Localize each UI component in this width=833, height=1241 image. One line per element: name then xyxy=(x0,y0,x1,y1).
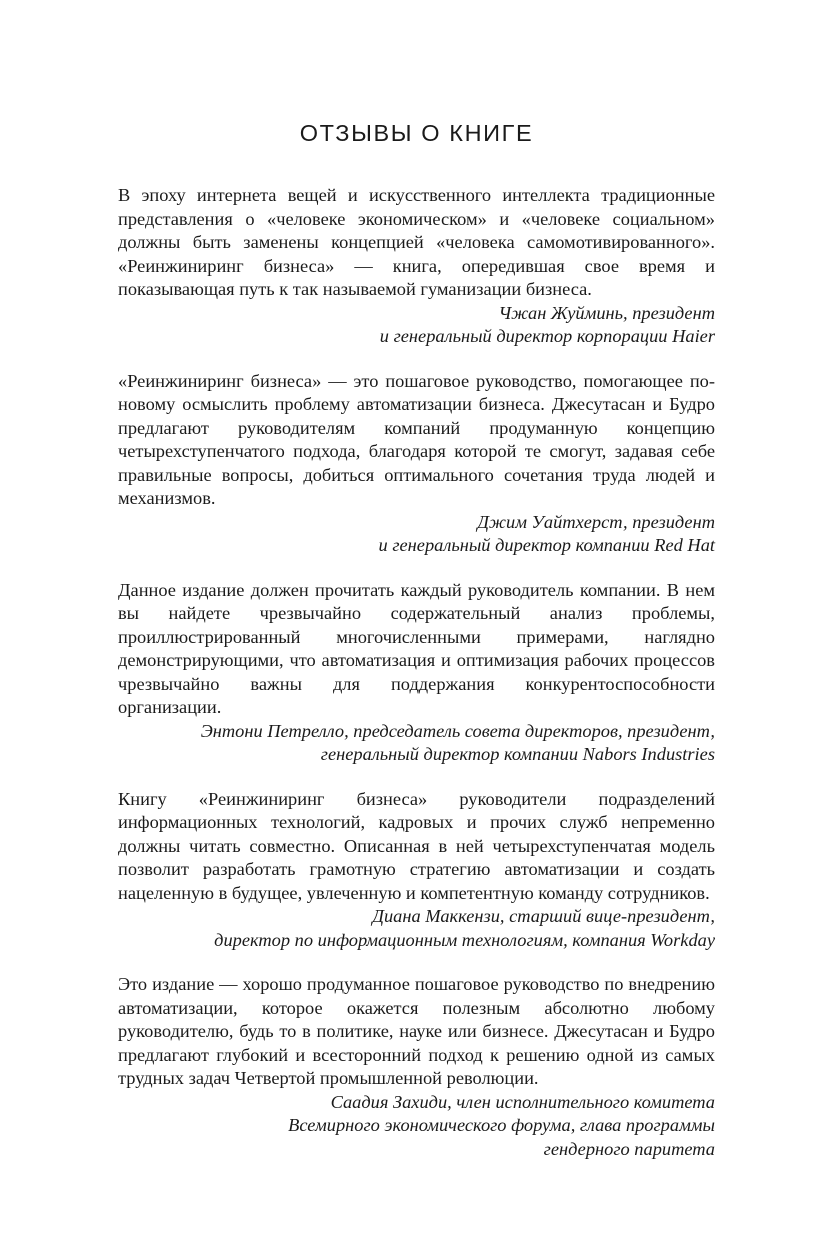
attribution-line: Чжан Жуйминь, президент xyxy=(498,302,715,323)
review-attribution xyxy=(118,1091,715,1162)
attribution-line: гендерного паритета xyxy=(543,1138,715,1159)
review-text: Книгу «Реинжиниринг бизнеса» руководители подразделений информационных технологий, кадровых и прочих служб непременно должны читать совместно. Описанная в ней четырехступенчатая модель позволит разработать грамотную стратегию автоматизации и создать нацеленную в будущее, увлеченную и компетентную команду сотрудников. xyxy=(118,788,715,903)
review-5 xyxy=(118,973,715,1161)
review-attribution xyxy=(118,905,715,952)
book-page xyxy=(118,118,715,1182)
attribution-line: Саадия Захиди, член исполнительного комитета xyxy=(330,1091,715,1112)
page-title: ОТЗЫВЫ О КНИГЕ xyxy=(299,120,534,146)
review-attribution xyxy=(118,511,715,558)
review-4 xyxy=(118,788,715,953)
attribution-line: Джим Уайтхерст, президент xyxy=(477,511,715,532)
attribution-line: директор по информационным технологиям, компания Workday xyxy=(214,929,715,950)
attribution-line: Энтони Петрелло, председатель совета директоров, президент, xyxy=(200,720,715,741)
attribution-line: и генеральный директор компании Red Hat xyxy=(378,535,715,555)
review-text: Это издание — хорошо продуманное пошаговое руководство по внедрению автоматизации, которое окажется полезным абсолютно любому руководителю, будь то в политике, науке или бизнесе. Джесутасан и Будро предлагают глубокий и всесторонний подход к решению одной из самых трудных задач Четвертой промышленной революции. xyxy=(118,974,715,1088)
review-text: «Реинжиниринг бизнеса» — это пошаговое руководство, помогающее по-новому осмыслить проблему автоматизации бизнеса. Джесутасан и Будро предлагают руководителям компаний продуманную концепцию четырехступенчатого подхода, благодаря которой те смогут, задавая себе правильные вопросы, добиться оптимального сочетания труда людей и механизмов. xyxy=(118,370,715,508)
attribution-line: генеральный директор компании Nabors Industries xyxy=(320,744,715,764)
attribution-line: Диана Маккензи, старший вице-президент, xyxy=(372,906,715,926)
attribution-line: Всемирного экономического форума, глава программы xyxy=(288,1115,715,1135)
review-text: Данное издание должен прочитать каждый руководитель компании. В нем вы найдете чрезвычайно содержательный анализ проблемы, проиллюстрированный многочисленными примерами, наглядно демонстрирующими, что автоматизация и оптимизация рабочих процессов чрезвычайно важны для поддержания конкурентоспособности организации. xyxy=(118,579,715,717)
review-text: В эпоху интернета вещей и искусственного интеллекта традиционные представления о «человеке экономическом» и «человеке социальном» должны быть заменены концепцией «человека самомотивированного». «Реинжиниринг бизнеса» — книга, опередившая свое время и показывающая путь к так называемой гуманизации бизнеса. xyxy=(118,185,715,299)
review-3 xyxy=(118,579,715,767)
review-1 xyxy=(118,184,715,349)
review-2 xyxy=(118,370,715,558)
review-attribution xyxy=(118,720,715,767)
review-attribution xyxy=(118,302,715,349)
attribution-line: и генеральный директор корпорации Haier xyxy=(379,326,715,346)
